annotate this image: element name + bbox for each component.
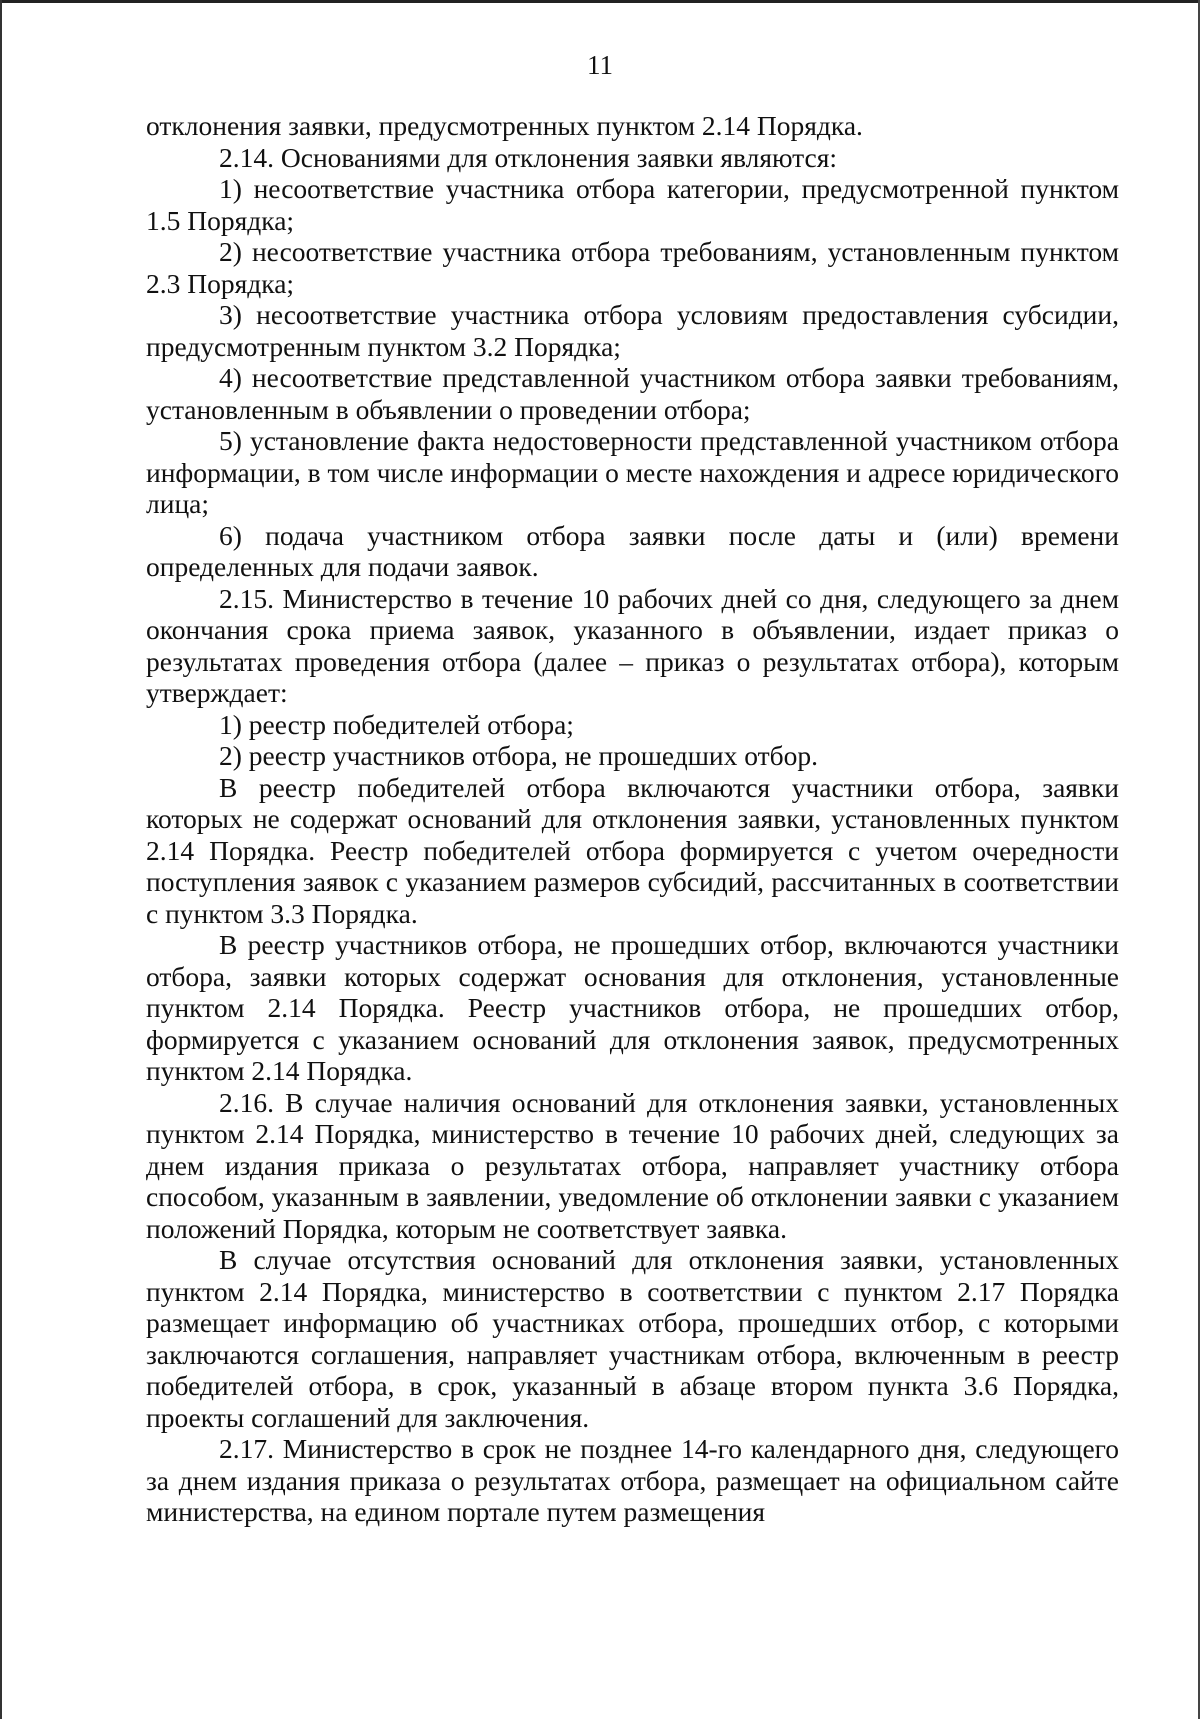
paragraph-2-14: 2.14. Основаниями для отклонения заявки являются:: [219, 141, 837, 173]
paragraph-2-17: 2.17. Министерство в срок не позднее 14-го календарного дня, следующего за днем издания приказа о результатах отбора, размещает на официальном сайте министерства, на едином портале путем размещения: [146, 1433, 1119, 1527]
page-number: 11: [587, 50, 613, 80]
paragraph-2-15: 2.15. Министерство в течение 10 рабочих дней со дня, следующего за днем окончания срока приема заявок, указанного в объявлении, издает приказ о результатах проведения отбора (далее – приказ о результатах отбора), которым утверждает:: [146, 582, 1119, 708]
list-item-1: 1) несоответствие участника отбора категории, предусмотренной пунктом 1.5 Порядка;: [146, 173, 1119, 236]
list-item-5: 5) установление факта недостоверности представленной участником отбора информации, в том числе информации о месте нахождения и адресе юридического лица;: [146, 425, 1119, 519]
paragraph-continuation: отклонения заявки, предусмотренных пунктом 2.14 Порядка.: [146, 110, 863, 141]
list-item-3: 3) несоответствие участника отбора условиям предоставления субсидии, предусмотренным пунктом 3.2 Порядка;: [146, 299, 1119, 362]
list-item-6: 6) подача участником отбора заявки после даты и (или) времени определенных для подачи заявок.: [146, 519, 1119, 582]
document-body: [146, 110, 1119, 1528]
paragraph-2-16: 2.16. В случае наличия оснований для отклонения заявки, установленных пунктом 2.14 Порядка, министерство в течение 10 рабочих дней, следующих за днем издания приказа о результатах отбора, направляет участнику отбора способом, указанным в заявлении, уведомление об отклонении заявки с указанием положений Порядка, которым не соответствует заявка.: [146, 1086, 1119, 1244]
list-item-registry-winners: 1) реестр победителей отбора;: [219, 708, 574, 740]
scan-border-top: [0, 0, 1200, 3]
scan-border-left: [0, 0, 2, 1719]
list-item-2: 2) несоответствие участника отбора требованиям, установленным пунктом 2.3 Порядка;: [146, 236, 1119, 299]
paragraph-rejected-registry: В реестр участников отбора, не прошедших отбор, включаются участники отбора, заявки которых содержат основания для отклонения, установленные пунктом 2.14 Порядка. Реестр участников отбора, не прошедших отбор, формируется с указанием оснований для отклонения заявок, предусмотренных пунктом 2.14 Порядка.: [146, 929, 1119, 1086]
list-item-registry-rejected: 2) реестр участников отбора, не прошедших отбор.: [219, 740, 818, 771]
paragraph-winners-registry: В реестр победителей отбора включаются участники отбора, заявки которых не содержат оснований для отклонения заявки, установленных пунктом 2.14 Порядка. Реестр победителей отбора формируется с учетом очередности поступления заявок с указанием размеров субсидий, рассчитанных в соответствии с пунктом 3.3 Порядка.: [146, 771, 1119, 929]
paragraph-no-grounds: В случае отсутствия оснований для отклонения заявки, установленных пунктом 2.14 Порядка, министерство в соответствии с пунктом 2.17 Порядка размещает информацию об участниках отбора, прошедших отбор, с которыми заключаются соглашения, направляет участникам отбора, включенным в реестр победителей отбора, в срок, указанный в абзаце втором пункта 3.6 Порядка, проекты соглашений для заключения.: [146, 1244, 1119, 1433]
list-item-4: 4) несоответствие представленной участником отбора заявки требованиям, установленным в объявлении о проведении отбора;: [146, 362, 1119, 425]
